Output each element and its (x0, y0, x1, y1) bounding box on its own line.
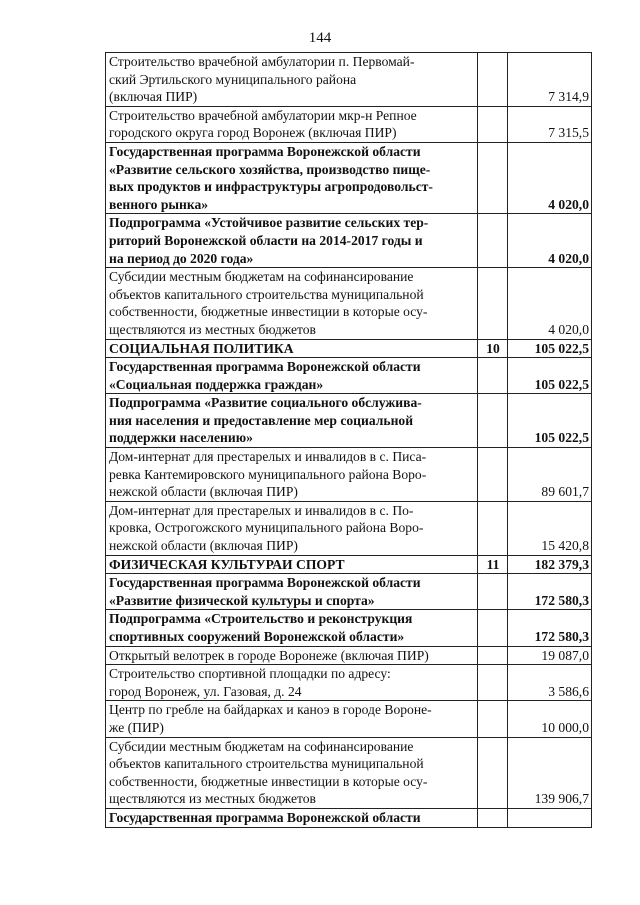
section-code-cell (478, 737, 508, 808)
item-name-line: венного рынка» (109, 196, 209, 212)
item-name-line: Субсидии местным бюджетам на софинансирование (109, 269, 414, 285)
section-code-cell (478, 574, 508, 610)
section-code-cell (478, 448, 508, 502)
section-code-cell (478, 701, 508, 737)
item-name-line: ФИЗИЧЕСКАЯ КУЛЬТУРАИ СПОРТ (109, 556, 345, 572)
item-name-line: Дом-интернат для престарелых и инвалидов в с. По- (109, 502, 414, 518)
table-row (106, 142, 592, 213)
item-name-line: Подпрограмма «Строительство и реконструкция (109, 611, 413, 627)
table-row (106, 574, 592, 610)
item-name-cell (106, 142, 478, 213)
section-code-cell (478, 142, 508, 213)
item-name-line: Центр по гребле на байдарках и каноэ в городе Вороне- (109, 702, 432, 718)
table-row (106, 268, 592, 339)
section-row (106, 555, 592, 574)
item-name-line: нежской области (включая ПИР) (109, 484, 298, 500)
section-code-cell (478, 610, 508, 646)
item-name-line: «Развитие сельского хозяйства, производство пище- (109, 161, 431, 177)
item-name-line: же (ПИР) (109, 719, 164, 735)
table-row (106, 394, 592, 448)
section-code-cell (478, 214, 508, 268)
section-code-cell (478, 808, 508, 827)
section-code-cell (478, 394, 508, 448)
item-name-line: «Социальная поддержка граждан» (109, 376, 324, 392)
amount-cell: 105 022,5 (508, 394, 592, 448)
item-name-cell (106, 214, 478, 268)
amount-cell: 10 000,0 (508, 701, 592, 737)
item-name-line: риторий Воронежской области на 2014-2017 годы и (109, 232, 423, 248)
item-name-line: Подпрограмма «Устойчивое развитие сельских тер- (109, 215, 429, 231)
item-name-line: Подпрограмма «Развитие социального обслужива- (109, 395, 422, 411)
item-name-line: ревка Кантемировского муниципального района Воро- (109, 466, 427, 482)
item-name-line: кровка, Острогожского муниципального района Воро- (109, 520, 424, 536)
item-name-line: нежской области (включая ПИР) (109, 538, 298, 554)
item-name-cell (106, 53, 478, 107)
item-name-line: ществляются из местных бюджетов (109, 321, 316, 337)
item-name-line: Строительство врачебной амбулатории мкр-н Репное (109, 107, 417, 123)
table-row (106, 106, 592, 142)
amount-cell: 15 420,8 (508, 501, 592, 555)
item-name-line: ния населения и предоставление мер социальной (109, 412, 414, 428)
item-name-cell (106, 701, 478, 737)
table-row (106, 808, 592, 827)
amount-cell: 105 022,5 (508, 339, 592, 358)
item-name-line: на период до 2020 года» (109, 250, 254, 266)
item-name-line: (включая ПИР) (109, 89, 198, 105)
section-row (106, 339, 592, 358)
item-name-line: Государственная программа Воронежской области (109, 143, 421, 159)
item-name-cell (106, 394, 478, 448)
section-code-cell (478, 358, 508, 394)
table-row (106, 358, 592, 394)
table-row (106, 53, 592, 107)
item-name-cell (106, 448, 478, 502)
item-name-line: поддержки населению» (109, 430, 253, 446)
item-name-line: Открытый велотрек в городе Воронеже (включая ПИР) (109, 647, 429, 663)
table-row (106, 214, 592, 268)
item-name-cell (106, 665, 478, 701)
section-code-cell: 10 (478, 339, 508, 358)
item-name-cell (106, 574, 478, 610)
item-name-cell (106, 358, 478, 394)
amount-cell: 172 580,3 (508, 574, 592, 610)
amount-cell: 139 906,7 (508, 737, 592, 808)
amount-cell: 7 315,5 (508, 106, 592, 142)
budget-table-body (106, 53, 592, 828)
item-name-line: Строительство врачебной амбулатории п. Первомай- (109, 54, 415, 69)
table-row (106, 610, 592, 646)
item-name-line: объектов капитального строительства муниципальной (109, 286, 424, 302)
section-code-cell (478, 501, 508, 555)
item-name-cell (106, 555, 478, 574)
amount-cell: 172 580,3 (508, 610, 592, 646)
table-row (106, 737, 592, 808)
item-name-cell (106, 808, 478, 827)
item-name-line: Строительство спортивной площадки по адресу: (109, 666, 391, 682)
section-code-cell (478, 106, 508, 142)
amount-cell: 4 020,0 (508, 214, 592, 268)
amount-cell: 4 020,0 (508, 142, 592, 213)
item-name-line: собственности, бюджетные инвестиции в которые осу- (109, 304, 428, 320)
amount-cell: 7 314,9 (508, 53, 592, 107)
item-name-cell (106, 501, 478, 555)
item-name-line: Государственная программа Воронежской области (109, 575, 421, 591)
item-name-line: город Воронеж, ул. Газовая, д. 24 (109, 683, 302, 699)
amount-cell (508, 808, 592, 827)
item-name-line: вых продуктов и инфраструктуры агропродовольст- (109, 179, 433, 195)
budget-table (105, 52, 592, 828)
section-code-cell (478, 646, 508, 665)
amount-cell: 3 586,6 (508, 665, 592, 701)
item-name-line: Государственная программа Воронежской области (109, 809, 421, 825)
amount-cell: 89 601,7 (508, 448, 592, 502)
item-name-line: СОЦИАЛЬНАЯ ПОЛИТИКА (109, 340, 294, 356)
table-row (106, 701, 592, 737)
item-name-line: городского округа город Воронеж (включая ПИР) (109, 125, 397, 141)
item-name-line: ществляются из местных бюджетов (109, 791, 316, 807)
item-name-line: собственности, бюджетные инвестиции в которые осу- (109, 773, 428, 789)
item-name-cell (106, 646, 478, 665)
section-code-cell (478, 665, 508, 701)
table-row (106, 501, 592, 555)
table-row (106, 448, 592, 502)
item-name-cell (106, 339, 478, 358)
page-number: 144 (308, 30, 332, 46)
section-code-cell (478, 53, 508, 107)
item-name-cell (106, 106, 478, 142)
item-name-line: Государственная программа Воронежской области (109, 359, 421, 375)
item-name-cell (106, 268, 478, 339)
section-code-cell (478, 268, 508, 339)
table-row (106, 646, 592, 665)
item-name-line: «Развитие физической культуры и спорта» (109, 592, 375, 608)
item-name-line: спортивных сооружений Воронежской области» (109, 629, 405, 644)
section-code-cell: 11 (478, 555, 508, 574)
item-name-cell (106, 610, 478, 646)
table-row (106, 665, 592, 701)
amount-cell: 182 379,3 (508, 555, 592, 574)
amount-cell: 4 020,0 (508, 268, 592, 339)
amount-cell: 19 087,0 (508, 646, 592, 665)
item-name-line: объектов капитального строительства муниципальной (109, 756, 424, 772)
amount-cell: 105 022,5 (508, 358, 592, 394)
item-name-line: ский Эртильского муниципального района (109, 71, 357, 87)
item-name-cell (106, 737, 478, 808)
item-name-line: Субсидии местным бюджетам на софинансирование (109, 738, 414, 754)
item-name-line: Дом-интернат для престарелых и инвалидов в с. Писа- (109, 449, 427, 465)
